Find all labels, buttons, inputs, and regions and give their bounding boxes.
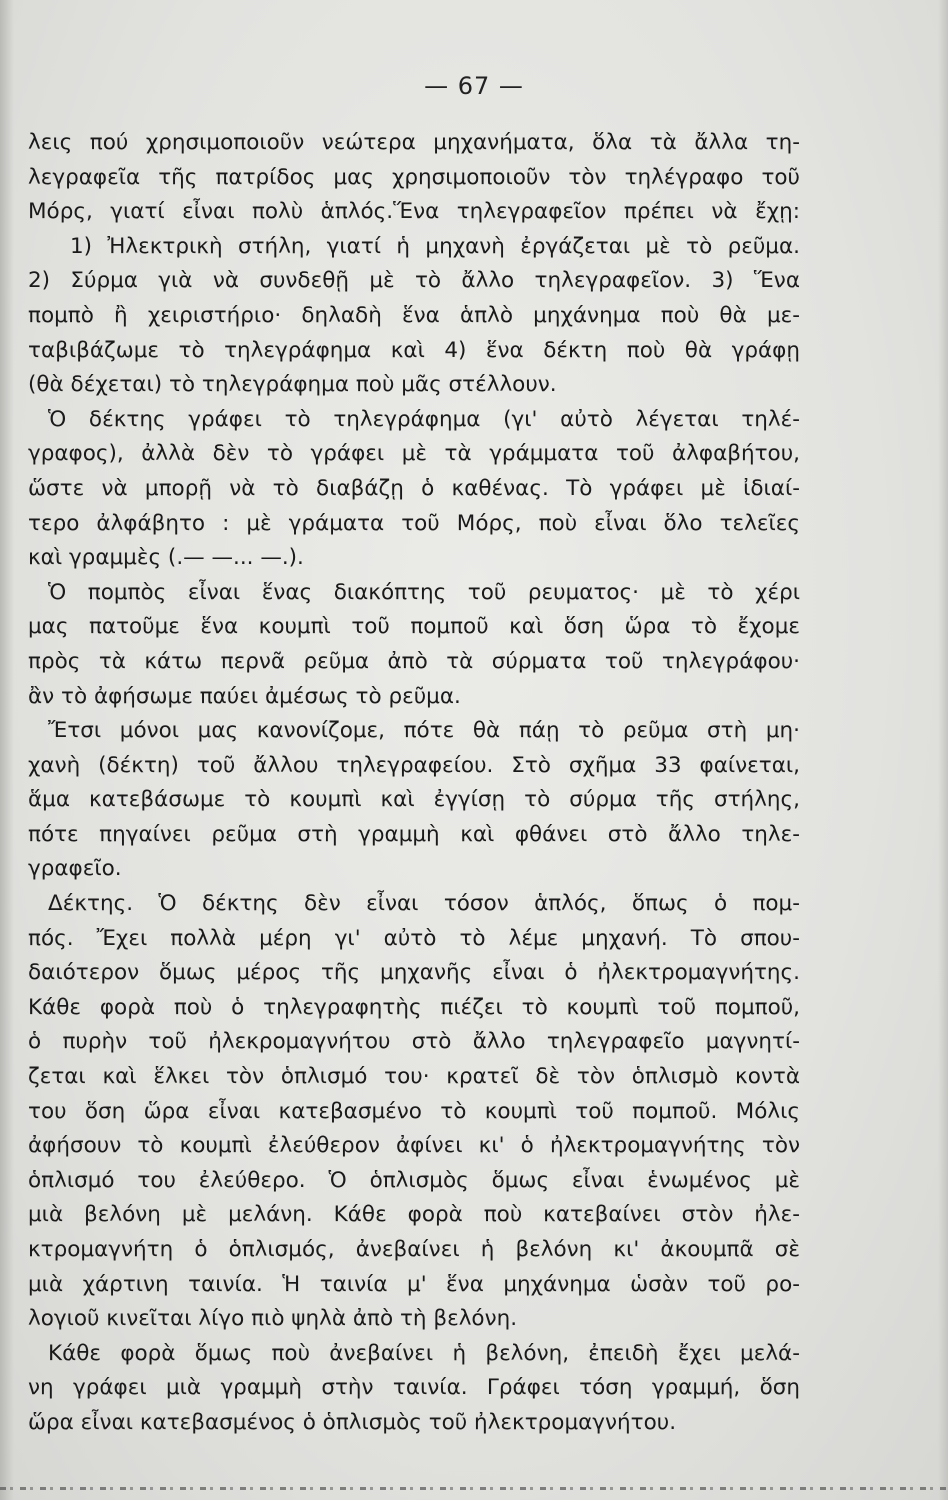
text-line: δαιότερον ὅμως μέρος τῆς μηχανῆς εἶναι ὁ ἠλεκτρομαγνήτης.: [28, 960, 800, 986]
text-line: μιὰ χάρτινη ταινία. Ἡ ταινία μ' ἕνα μηχάνημα ὡσὰν τοῦ ρο-: [28, 1271, 800, 1297]
text-line: τερο ἀλφάβητο : μὲ γράματα τοῦ Μόρς, ποὺ εἶναι ὅλο τελεῖες: [28, 510, 800, 536]
text-line: ζεται καὶ ἕλκει τὸν ὁπλισμό του· κρατεῖ δὲ τὸν ὁπλισμὸ κοντὰ: [28, 1064, 800, 1090]
text-line: πομπὸ ἢ χειριστήριο· δηλαδὴ ἕνα ἁπλὸ μηχάνημα ποὺ θὰ με-: [28, 302, 800, 328]
text-line: Κάθε φορὰ ὅμως ποὺ ἀνεβαίνει ἡ βελόνη, ἐπειδὴ ἔχει μελά-: [48, 1340, 800, 1366]
text-line: ὁπλισμό του ἐλεύθερο. Ὁ ὁπλισμὸς ὅμως εἶναι ἑνωμένος μὲ: [28, 1167, 800, 1193]
page-edge-shadow-right: [938, 0, 948, 1500]
text-line: καὶ γραμμὲς (.— —... —.).: [28, 545, 304, 571]
text-line: (θὰ δέχεται) τὸ τηλεγράφημα ποὺ μᾶς στέλλουν.: [28, 372, 557, 398]
scan-bottom-edge: [0, 1487, 948, 1490]
page-edge-shadow-left: [0, 0, 14, 1500]
body-text: [28, 126, 800, 1441]
text-line: ὥρα εἶναι κατεβασμένος ὁ ὁπλισμὸς τοῦ ἠλεκτρομαγνήτου.: [28, 1409, 677, 1435]
text-line: λεις πού χρησιμοποιοῦν νεώτερα μηχανήματα, ὅλα τὰ ἄλλα τη-: [28, 130, 800, 155]
text-line: πότε πηγαίνει ρεῦμα στὴ γραμμὴ καὶ φθάνει στὸ ἄλλο τηλε-: [28, 821, 800, 847]
text-line: Ὁ δέκτης γράφει τὸ τηλεγράφημα (γι' αὐτὸ λέγεται τηλέ-: [48, 406, 800, 432]
text-line: ταβιβάζωμε τὸ τηλεγράφημα καὶ 4) ἕνα δέκτη ποὺ θὰ γράφῃ: [28, 337, 800, 363]
text-line: Ἔτσι μόνοι μας κανονίζομε, πότε θὰ πάῃ τὸ ρεῦμα στὴ μη·: [48, 718, 800, 744]
text-line: λεγραφεῖα τῆς πατρίδος μας χρησιμοποιοῦν τὸν τηλέγραφο τοῦ: [28, 164, 800, 190]
text-line: χανὴ (δέκτη) τοῦ ἄλλου τηλεγραφείου. Στὸ σχῆμα 33 φαίνεται,: [28, 752, 800, 778]
text-line: ἂν τὸ ἀφήσωμε παύει ἀμέσως τὸ ρεῦμα.: [28, 683, 461, 709]
text-line: Ὁ πομπὸς εἶναι ἕνας διακόπτης τοῦ ρευματος· μὲ τὸ χέρι: [48, 579, 800, 605]
text-line: Δέκτης. Ὁ δέκτης δὲν εἶναι τόσον ἁπλός, ὅπως ὁ πομ-: [48, 891, 800, 917]
text-line: Μόρς, γιατί εἶναι πολὺ ἁπλός.Ἕνα τηλεγραφεῖον πρέπει νὰ ἔχῃ:: [28, 199, 800, 225]
text-line: μας πατοῦμε ἕνα κουμπὶ τοῦ πομποῦ καὶ ὅση ὥρα τὸ ἔχομε: [28, 614, 800, 640]
text-line: του ὅση ὥρα εἶναι κατεβασμένο τὸ κουμπὶ τοῦ πομποῦ. Μόλις: [28, 1098, 800, 1124]
text-line: νη γράφει μιὰ γραμμὴ στὴν ταινία. Γράφει τόση γραμμή, ὅση: [28, 1375, 800, 1401]
text-line: ὁ πυρὴν τοῦ ἠλεκρομαγνήτου στὸ ἄλλο τηλεγραφεῖο μαγνητί-: [28, 1029, 800, 1055]
text-line: πρὸς τὰ κάτω περνᾶ ρεῦμα ἀπὸ τὰ σύρματα τοῦ τηλεγράφου·: [28, 648, 800, 674]
text-line: γραφεῖο.: [28, 856, 122, 882]
text-line: ὥστε νὰ μπορῇ νὰ τὸ διαβάζῃ ὁ καθένας. Τὸ γράφει μὲ ἰδιαί-: [28, 475, 800, 501]
text-line: 2) Σύρμα γιὰ νὰ συνδεθῇ μὲ τὸ ἄλλο τηλεγραφεῖον. 3) Ἕνα: [28, 268, 800, 294]
text-line: γραφος), ἀλλὰ δὲν τὸ γράφει μὲ τὰ γράμματα τοῦ ἀλφαβήτου,: [28, 441, 800, 467]
text-line: 1) Ἠλεκτρικὴ στήλη, γιατί ἡ μηχανὴ ἐργάζεται μὲ τὸ ρεῦμα.: [70, 233, 800, 259]
text-line: Κάθε φορὰ ποὺ ὁ τηλεγραφητὴς πιέζει τὸ κουμπὶ τοῦ πομποῦ,: [28, 994, 800, 1020]
text-line: κτρομαγνήτη ὁ ὁπλισμός, ἀνεβαίνει ἡ βελόνη κι' ἀκουμπᾶ σὲ: [28, 1237, 800, 1262]
text-line: ἀφήσουν τὸ κουμπὶ ἐλεύθερον ἀφίνει κι' ὁ ἠλεκτρομαγνήτης τὸν: [28, 1133, 800, 1159]
text-line: πός. Ἔχει πολλὰ μέρη γι' αὐτὸ τὸ λέμε μηχανή. Τὸ σπου-: [28, 925, 800, 951]
text-line: λογιοῦ κινεῖται λίγο πιὸ ψηλὰ ἀπὸ τὴ βελόνη.: [28, 1306, 518, 1332]
page-number: — 67 —: [424, 72, 524, 100]
text-line: μιὰ βελόνη μὲ μελάνη. Κάθε φορὰ ποὺ κατεβαίνει στὸν ἠλε-: [28, 1202, 800, 1228]
text-line: ἅμα κατεβάσωμε τὸ κουμπὶ καὶ ἐγγίσῃ τὸ σύρμα τῆς στήλης,: [28, 787, 800, 813]
